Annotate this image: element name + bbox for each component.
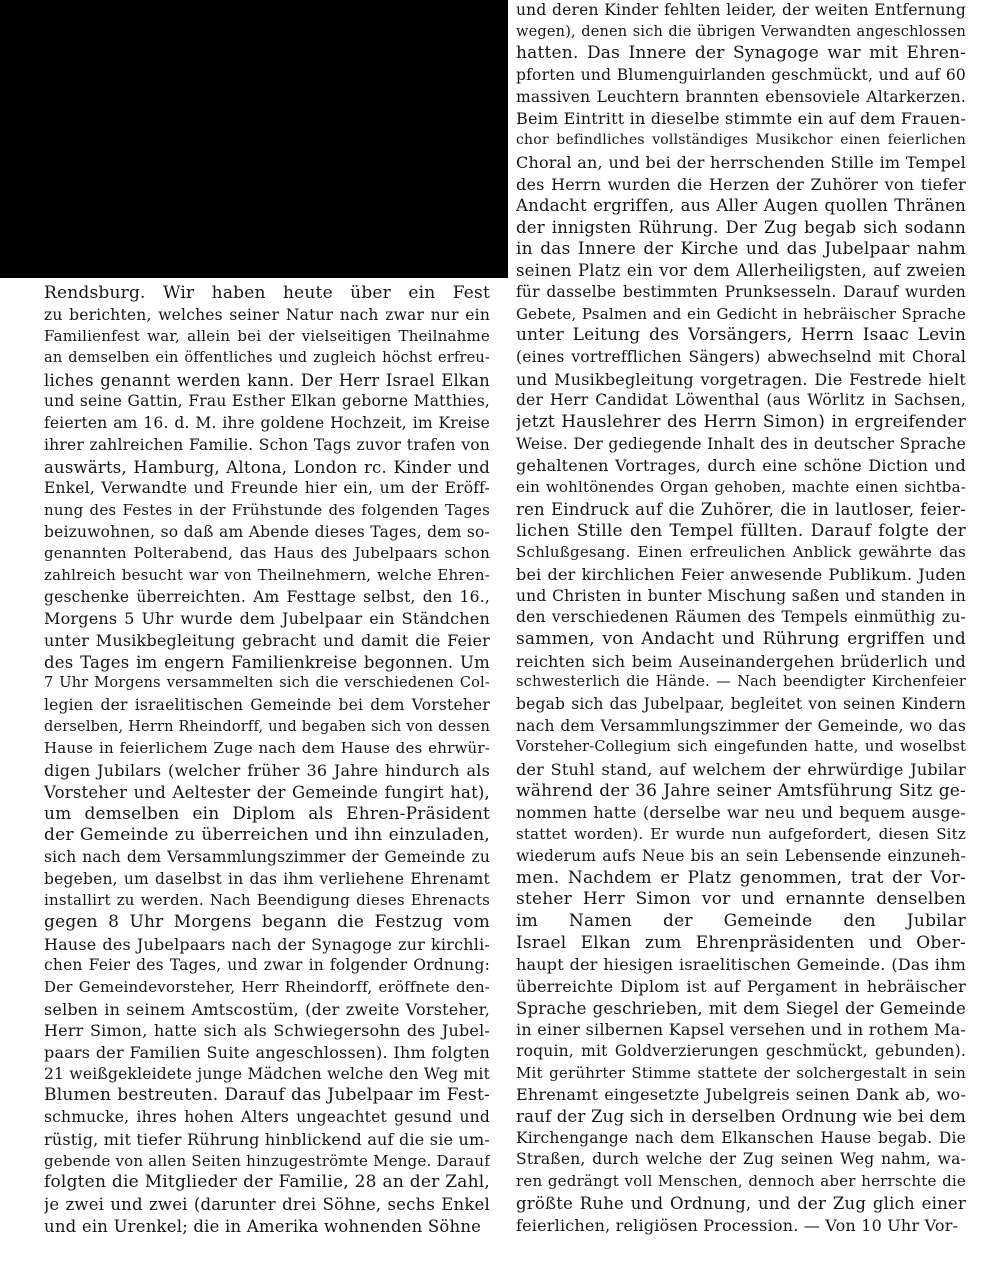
text-line: Straßen, durch welche der Zug seinen Weg nahm, wa- <box>516 1150 966 1169</box>
text-line: Kirchengange nach dem Elkanschen Hause begab. Die <box>516 1128 966 1147</box>
text-line: Weise. Der gediegende Inhalt des in deutscher Sprache <box>516 434 966 453</box>
text-line: ren Eindruck auf die Zuhörer, die in lautloser, feier- <box>516 499 966 519</box>
text-line: haupt der hiesigen israelitischen Gemeinde. (Das ihm <box>516 955 966 975</box>
text-line: ein wohltönendes Organ gehoben, machte einen sichtba- <box>516 478 966 497</box>
text-line: zahlreich besucht war von Theilnehmern, welche Ehren- <box>44 565 490 584</box>
text-line: men. Nachdem er Platz genommen, trat der Vor- <box>516 867 966 888</box>
text-line: sammen, von Andacht und Rührung ergriffen und <box>516 628 966 649</box>
text-line: Rendsburg. Wir haben heute über ein Fest <box>44 283 490 303</box>
text-line: Vorsteher-Collegium sich eingefunden hatte, und woselbst <box>516 739 966 756</box>
text-line: bei der kirchlichen Feier anwesende Publikum. Juden <box>516 564 966 584</box>
text-line: seinen Platz ein vor dem Allerheiligsten, auf zweien <box>516 261 966 281</box>
left-text-column <box>44 283 490 1237</box>
text-line: installirt zu werden. Nach Beendigung dieses Ehrenacts <box>44 891 490 910</box>
text-line: Ehrenamt eingesetzte Jubelgreis seinen Dank ab, wo- <box>516 1085 966 1105</box>
text-line: Blumen bestreuten. Darauf das Jubelpaar im Fest- <box>44 1085 490 1106</box>
text-line: an demselben ein öffentliches und zugleich höchst erfreu- <box>44 350 490 367</box>
text-line: rüstig, mit tiefer Rührung hinblickend auf die sie um- <box>44 1129 490 1149</box>
text-line: ihrer zahlreichen Familie. Schon Tags zuvor trafen von <box>44 435 490 454</box>
text-line: unter Leitung des Vorsängers, Herrn Isaac Levin <box>516 325 966 346</box>
text-line: für dasselbe bestimmten Prunksesseln. Darauf wurden <box>516 282 966 301</box>
text-line: wegen), denen sich die übrigen Verwandten angeschlossen <box>516 23 966 40</box>
text-line: des Tages im engern Familienkreise begonnen. Um <box>44 652 490 672</box>
text-line: rauf der Zug sich in derselben Ordnung wie bei dem <box>516 1107 966 1127</box>
text-line: Hause in feierlichem Zuge nach dem Hause des ehrwür- <box>44 739 490 758</box>
text-line: und Christen in bunter Mischung saßen und standen in <box>516 586 966 605</box>
text-line: gegen 8 Uhr Morgens begann die Festzug vom <box>44 911 490 932</box>
text-line: nach dem Versammlungszimmer der Gemeinde, wo das <box>516 716 966 735</box>
text-line: schwesterlich die Hände. — Nach beendigter Kirchenfeier <box>516 674 966 691</box>
text-line: der Gemeinde zu überreichen und ihn einzuladen, <box>44 825 490 846</box>
text-line: in einer silbernen Kapsel versehen und in rothem Ma- <box>516 1020 966 1040</box>
text-line: Gebete, Psalmen and ein Gedicht in hebräischer Sprache <box>516 304 966 323</box>
right-text-column <box>516 0 966 1236</box>
text-line: in das Innere der Kirche und das Jubelpaar nahm <box>516 238 966 259</box>
text-line: während der 36 Jahre seiner Amtsführung Sitz ge- <box>516 780 966 801</box>
text-line: stattet worden). Er wurde nun aufgefordert, diesen Sitz <box>516 825 966 844</box>
text-line: Herr Simon, hatte sich als Schwiegersohn des Jubel- <box>44 1021 490 1041</box>
text-line: sich nach dem Versammlungszimmer der Gemeinde zu <box>44 847 490 866</box>
text-line: nung des Festes in der Frühstunde des folgenden Tages <box>44 500 490 519</box>
text-line: pforten und Blumenguirlanden geschmückt, und auf 60 <box>516 66 966 85</box>
text-line: überreichte Diplom ist auf Pergament in hebräischer <box>516 976 966 996</box>
text-line: ren gedrängt voll Menschen, dennoch aber herrschte die <box>516 1172 966 1191</box>
text-line: im Namen der Gemeinde den Jubilar <box>516 910 966 931</box>
text-line: paars der Familien Suite angeschlossen). Ihm folgten <box>44 1043 490 1063</box>
text-line: auswärts, Hamburg, Altona, London rc. Kinder und <box>44 457 490 477</box>
text-line: der innigsten Rührung. Der Zug begab sich sodann <box>516 217 966 237</box>
text-line: zu berichten, welches seiner Natur nach zwar nur ein <box>44 305 490 324</box>
text-line: der Herr Candidat Löwenthal (aus Wörlitz in Sachsen, <box>516 391 966 410</box>
text-line: begeben, um daselbst in das ihm verliehene Ehrenamt <box>44 869 490 888</box>
redacted-black-region <box>0 0 508 278</box>
text-line: gehaltenen Vortrages, durch eine schöne Diction und <box>516 456 966 476</box>
text-line: folgten die Mitglieder der Familie, 28 an der Zahl, <box>44 1172 490 1193</box>
text-line: Choral an, und bei der herrschenden Stille im Tempel <box>516 152 966 172</box>
text-line: und Musikbegleitung vorgetragen. Die Festrede hielt <box>516 369 966 389</box>
text-line: reichten sich beim Auseinandergehen brüderlich und <box>516 651 966 671</box>
text-line: den verschiedenen Räumen des Tempels einmüthig zu- <box>516 608 966 627</box>
text-line: feierlichen, religiösen Procession. — Von 10 Uhr Vor- <box>516 1215 959 1235</box>
text-line: und ein Urenkel; die in Amerika wohnenden Söhne <box>44 1216 482 1236</box>
text-line: schmucke, ihres hohen Alters ungeachtet gesund und <box>44 1108 490 1127</box>
text-line: lichen Stille den Tempel füllten. Darauf folgte der <box>516 520 966 541</box>
text-line: geschenke überreichten. Am Festtage selbst, den 16., <box>44 587 490 606</box>
text-line: wiederum aufs Neue bis an sein Lebensende einzuneh- <box>516 846 966 865</box>
text-line: massiven Leuchtern brannten ebensoviele Altarkerzen. <box>516 87 966 106</box>
text-line: beizuwohnen, so daß am Abende dieses Tages, dem so- <box>44 522 490 541</box>
text-line: genannten Polterabend, das Haus des Jubelpaars schon <box>44 544 490 563</box>
text-line: und deren Kinder fehlten leider, der weiten Entfernung <box>516 1 966 19</box>
text-line: Beim Eintritt in dieselbe stimmte ein auf dem Frauen- <box>516 109 966 129</box>
text-line: unter Musikbegleitung gebracht und damit die Feier <box>44 631 490 650</box>
text-line: (eines vortrefflichen Sängers) abwechselnd mit Choral <box>516 348 966 366</box>
text-line: Morgens 5 Uhr wurde dem Jubelpaar ein Ständchen <box>44 609 490 629</box>
text-line: Schlußgesang. Einen erfreulichen Anblick gewährte das <box>516 543 966 562</box>
text-line: größte Ruhe und Ordnung, und der Zug glich einer <box>516 1193 966 1213</box>
text-line: Der Gemeindevorsteher, Herr Rheindorff, eröffnete den- <box>44 978 490 996</box>
text-line: jetzt Hauslehrer des Herrn Simon) in ergreifender <box>516 412 966 433</box>
text-line: nommen hatte (derselbe war neu und bequem ausge- <box>516 803 966 823</box>
text-line: steher Herr Simon vor und ernannte denselben <box>516 889 966 910</box>
text-line: chen Feier des Tages, und zwar in folgender Ordnung: <box>44 956 490 975</box>
text-line: hatten. Das Innere der Synagoge war mit Ehren- <box>516 43 966 64</box>
text-line: und seine Gattin, Frau Esther Elkan geborne Matthies, <box>44 392 490 411</box>
text-line: Vorsteher und Aeltester der Gemeinde fungirt hat), <box>44 782 490 802</box>
text-line: derselben, Herrn Rheindorff, und begaben sich von dessen <box>44 718 490 735</box>
text-line: Sprache geschrieben, mit dem Siegel der Gemeinde <box>516 998 966 1018</box>
text-line: Andacht ergriffen, aus Aller Augen quollen Thränen <box>516 196 966 216</box>
text-line: digen Jubilars (welcher früher 36 Jahre hindurch als <box>44 761 490 781</box>
text-line: je zwei und zwei (darunter drei Söhne, sechs Enkel <box>44 1194 490 1214</box>
text-line: legien der israelitischen Gemeinde bei dem Vorsteher <box>44 696 490 715</box>
text-line: gebende von allen Seiten hinzugeströmte Menge. Darauf <box>44 1151 490 1170</box>
text-line: Enkel, Verwandte und Freunde hier ein, um der Eröff- <box>44 479 490 498</box>
text-line: der Stuhl stand, auf welchem der ehrwürdige Jubilar <box>516 760 966 780</box>
text-line: roquin, mit Goldverzierungen geschmückt, gebunden). <box>516 1042 966 1060</box>
text-line: chor befindliches vollständiges Musikchor einen feierlichen <box>516 132 966 149</box>
text-line: um demselben ein Diplom als Ehren-Präsident <box>44 803 490 824</box>
text-line: 21 weißgekleidete junge Mädchen welche den Weg mit <box>44 1064 490 1083</box>
text-line: Familienfest war, allein bei der vielseitigen Theilnahme <box>44 327 490 346</box>
text-line: Israel Elkan zum Ehrenpräsidenten und Ober- <box>516 932 966 953</box>
text-line: selben in seinem Amtscostüm, (der zweite Vorsteher, <box>44 999 490 1019</box>
text-line: Mit gerührter Stimme stattete der solchergestalt in sein <box>516 1063 966 1082</box>
text-line: begab sich das Jubelpaar, begleitet von seinen Kindern <box>516 695 966 713</box>
text-line: des Herrn wurden die Herzen der Zuhörer von tiefer <box>516 174 966 194</box>
text-line: 7 Uhr Morgens versammelten sich die verschiedenen Col- <box>44 675 490 692</box>
text-line: feierten am 16. d. M. ihre goldene Hochzeit, im Kreise <box>44 414 490 433</box>
text-line: liches genannt werden kann. Der Herr Israel Elkan <box>44 370 490 390</box>
text-line: Hause des Jubelpaars nach der Synagoge zur kirchli- <box>44 934 490 954</box>
